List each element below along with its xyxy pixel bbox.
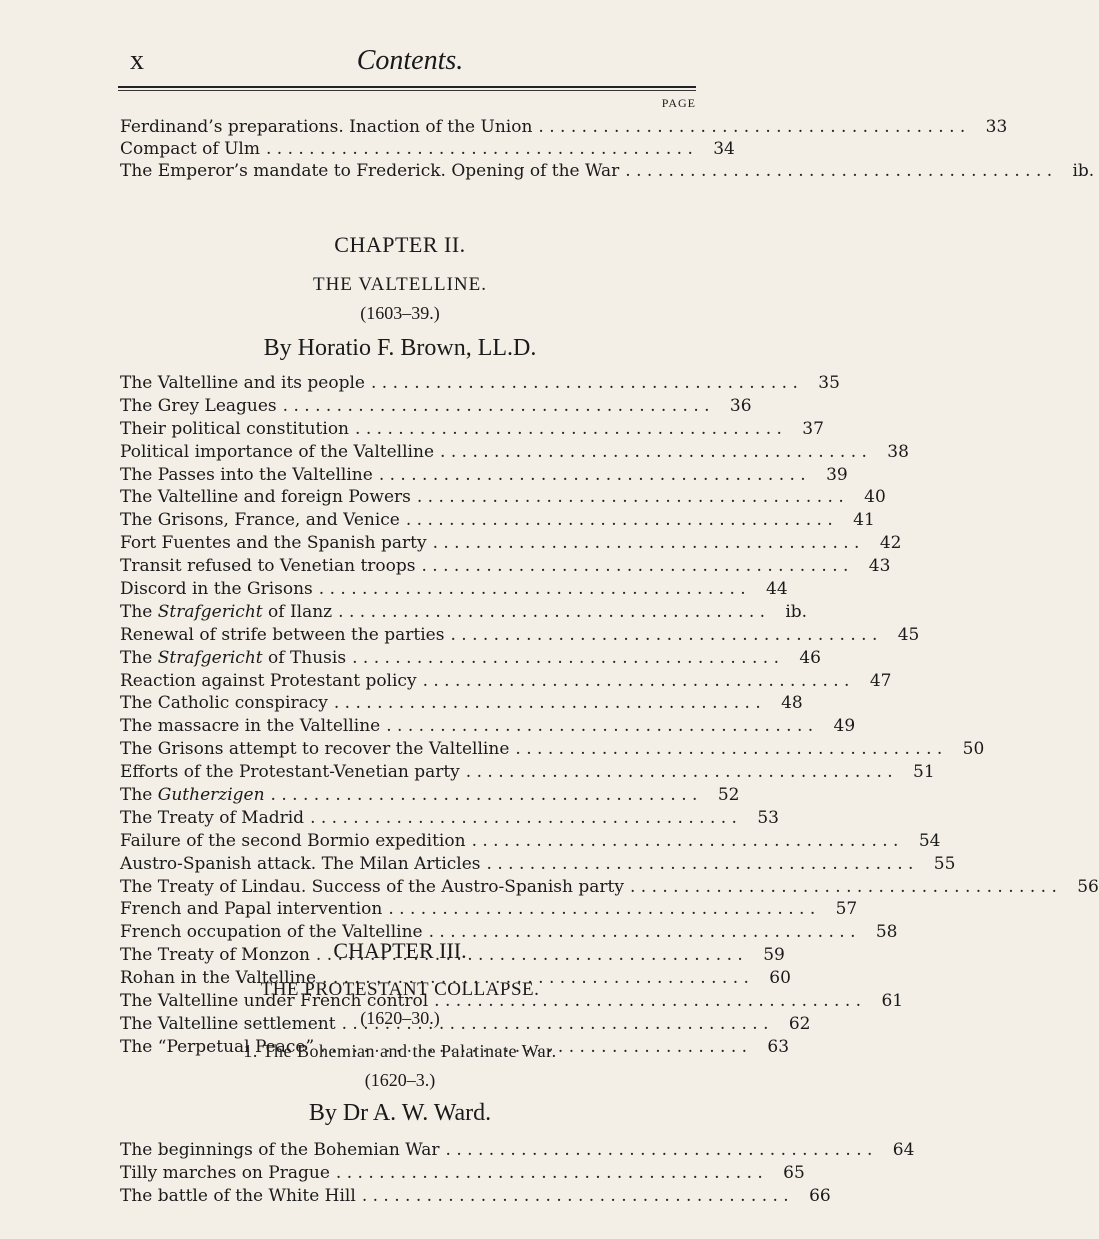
toc-entry-page: 50 — [962, 739, 985, 760]
dot-leader — [400, 510, 839, 530]
toc-entry — [120, 487, 886, 510]
running-head — [130, 44, 690, 84]
toc-entry-text: The Valtelline settlement — [120, 1013, 336, 1034]
toc-entry-text: Transit refused to Venetian troops — [120, 556, 416, 577]
dot-leader — [304, 808, 743, 828]
dot-leader — [373, 465, 812, 485]
toc-entry-title — [120, 808, 304, 828]
toc-entry-page: 61 — [881, 991, 904, 1012]
chapter-3-dates: (1620–30.) — [360, 1008, 440, 1028]
toc-entry — [120, 693, 803, 716]
toc-entry-text: Renewal of strife between the parties — [120, 624, 445, 645]
toc-entry-page: 56 — [1077, 876, 1099, 897]
dot-leader — [416, 556, 855, 576]
toc-entry-italic-term: Strafgericht — [157, 601, 263, 622]
toc-entry — [120, 601, 808, 625]
chapter-2-dates: (1603–39.) — [360, 303, 440, 323]
toc-entry-title — [120, 716, 380, 736]
toc-entry-text: Political importance of the Valtelline — [120, 441, 435, 462]
dot-leader — [466, 831, 905, 851]
toc-entry-title — [120, 785, 265, 805]
toc-entry-italic-term: Gutherzigen — [157, 785, 265, 806]
dot-leader — [444, 625, 883, 645]
toc-entry-page: 65 — [783, 1162, 805, 1183]
toc-entry — [120, 739, 985, 762]
toc-entry-text: The — [120, 601, 158, 622]
dot-leader — [313, 579, 752, 599]
toc-entry-text: Discord in the Grisons — [120, 579, 313, 600]
toc-entry — [120, 441, 909, 465]
toc-entry — [120, 139, 735, 161]
toc-entry — [120, 716, 856, 739]
toc-entry — [120, 830, 941, 854]
toc-entry — [120, 899, 858, 922]
dot-leader — [481, 854, 920, 874]
toc-entry-text: Austro-Spanish attack. The Milan Articles — [120, 853, 481, 874]
dot-leader — [382, 899, 821, 919]
toc-entry-title: Tilly marches on Prague — [120, 1162, 330, 1183]
page-column-label: PAGE — [661, 96, 696, 110]
toc-entry — [120, 1185, 831, 1209]
toc-entry-text: The Grey Leagues — [120, 395, 277, 416]
dot-leader — [349, 419, 788, 439]
chapter-3-title: THE PROTESTANT COLLAPSE. — [260, 979, 540, 1000]
chapter-2-title: THE VALTELLINE. — [312, 274, 488, 295]
toc-entry-text: The Treaty of Lindau. Success of the Austro-Spanish party — [120, 876, 624, 897]
toc-entry-text: The Treaty of Madrid — [120, 807, 305, 828]
toc-entry-title — [120, 602, 332, 622]
dot-leader — [277, 396, 716, 416]
header-rule — [118, 86, 696, 88]
toc-entry-page: 42 — [879, 533, 902, 554]
toc-entry-page: 34 — [713, 139, 735, 159]
toc-entry-text: Fort Fuentes and the Spanish party — [120, 533, 427, 554]
dot-leader — [532, 117, 971, 137]
toc-entry-page: 39 — [826, 464, 848, 485]
dot-leader — [417, 671, 856, 691]
toc-entry-page: 54 — [918, 830, 941, 851]
toc-entry — [120, 395, 752, 419]
toc-entry — [120, 373, 840, 396]
toc-entry-page: 57 — [835, 899, 858, 920]
toc-entry — [120, 510, 875, 533]
header-rule-thin — [118, 90, 696, 91]
toc-entry-title — [120, 899, 382, 919]
toc-entry-title — [120, 831, 466, 851]
toc-entry-title: The beginnings of the Bohemian War — [120, 1140, 440, 1160]
dot-leader — [260, 139, 699, 159]
toc-entry-text: Efforts of the Protestant-Venetian party — [120, 762, 460, 783]
chapter-2-author: By Horatio F. Brown, LL.D. — [263, 335, 537, 361]
toc-entry-text: Reaction against Protestant policy — [120, 670, 417, 691]
toc-entry-page: ib. — [1072, 161, 1095, 181]
toc-entry-page: 48 — [781, 693, 803, 714]
toc-entry-title: The battle of the White Hill — [120, 1185, 356, 1206]
toc-entry-title — [120, 854, 481, 874]
toc-entry-page: 47 — [869, 670, 892, 691]
toc-entry-title — [120, 419, 349, 439]
toc-entry — [120, 117, 1008, 139]
toc-entry-text: The — [120, 785, 158, 806]
dot-leader — [427, 533, 866, 553]
toc-entry-text: The Valtelline under French control — [120, 991, 429, 1012]
toc-entry-text: The Grisons attempt to recover the Valtelline — [120, 739, 510, 760]
toc-entry-page: 52 — [717, 785, 740, 806]
dot-leader — [346, 648, 785, 668]
toc-entry-italic-term: Strafgericht — [157, 647, 263, 668]
chapter-3-number: CHAPTER III. — [333, 938, 467, 963]
toc-entry — [120, 670, 892, 694]
toc-entry-text: The Catholic conspiracy — [120, 693, 328, 714]
toc-entry — [120, 418, 824, 442]
chapter-2-number: CHAPTER II. — [334, 232, 466, 257]
dot-leader — [411, 487, 850, 507]
toc-entry-text: The Grisons, France, and Venice — [120, 510, 400, 531]
toc-entry — [120, 853, 956, 877]
dot-leader — [460, 762, 899, 782]
toc-entry-title: Ferdinand’s preparations. Inaction of the Union — [120, 117, 533, 137]
toc-entry — [120, 579, 788, 602]
toc-entry — [120, 556, 891, 579]
toc-entry — [120, 876, 1099, 900]
toc-entry — [120, 533, 902, 556]
dot-leader — [356, 1186, 795, 1206]
toc-entry — [120, 762, 935, 785]
toc-entry-page: 60 — [769, 968, 791, 989]
toc-entry-title — [120, 533, 427, 553]
dot-leader — [624, 877, 1063, 897]
toc-entry — [120, 464, 848, 488]
toc-entry-page: 43 — [868, 556, 891, 577]
toc-entry-text: Rohan in the Valtelline — [120, 968, 317, 989]
toc-entry-page: 41 — [853, 510, 875, 531]
toc-entry-title — [120, 442, 434, 462]
dot-leader — [265, 785, 704, 805]
toc-entry-title — [120, 556, 416, 576]
toc-entry-page: 35 — [818, 373, 840, 393]
toc-chapter-3-entries — [120, 1140, 915, 1209]
dot-leader — [440, 1140, 879, 1160]
dot-leader — [509, 739, 948, 759]
toc-entry-page: 64 — [892, 1140, 915, 1160]
running-title: Contents. — [356, 45, 464, 76]
toc-entry-text: Their political constitution — [120, 418, 350, 439]
toc-entry — [120, 1140, 915, 1163]
page-number: x — [130, 45, 144, 76]
toc-entry-text: The Treaty of Monzon — [120, 945, 310, 966]
dot-leader — [332, 602, 771, 622]
toc-entry-page: 66 — [809, 1185, 831, 1206]
toc-entry-title — [120, 465, 373, 485]
toc-entry-page: 36 — [729, 395, 752, 416]
toc-entry-page: 55 — [933, 853, 956, 874]
toc-entry-title — [120, 762, 460, 782]
toc-entry-text: The Valtelline and its people — [120, 373, 365, 393]
toc-entry-title — [120, 648, 346, 668]
toc-entry-text: The massacre in the Valtelline — [120, 716, 381, 737]
toc-entry-text: French and Papal intervention — [120, 899, 383, 920]
toc-entry-page: 51 — [913, 762, 935, 783]
toc-entry-page: ib. — [785, 601, 808, 622]
toc-entry-page: 38 — [887, 441, 909, 462]
toc-entry-title — [120, 396, 277, 416]
dot-leader — [365, 373, 804, 393]
toc-section-continued — [120, 117, 1095, 183]
toc-entry-text: The “Perpetual Peace” — [120, 1036, 315, 1057]
toc-entry-page: 58 — [875, 922, 898, 943]
toc-entry — [120, 785, 740, 808]
toc-entry-title — [120, 671, 417, 691]
toc-entry-page: 53 — [757, 807, 779, 828]
toc-entry-text: The Valtelline and foreign Powers — [120, 487, 411, 508]
chapter-3-subsection-dates: (1620–3.) — [364, 1070, 436, 1090]
dot-leader — [328, 693, 767, 713]
toc-entry-title — [120, 510, 400, 530]
toc-entry-text-tail: of Thusis — [262, 647, 347, 668]
toc-entry-text: The — [120, 647, 158, 668]
dot-leader — [380, 716, 819, 736]
toc-entry-title: The Emperor’s mandate to Frederick. Opening of the War — [120, 161, 620, 181]
toc-entry-page: 33 — [985, 117, 1008, 137]
toc-entry-text-tail: of Ilanz — [262, 601, 333, 622]
toc-entry-text: The Passes into the Valtelline — [120, 464, 373, 485]
toc-entry — [120, 161, 1095, 183]
dot-leader — [330, 1163, 769, 1183]
toc-entry — [120, 647, 821, 671]
toc-entry-page: 59 — [763, 945, 785, 966]
toc-entry-title — [120, 877, 624, 897]
toc-entry-page: 46 — [799, 647, 821, 668]
toc-entry-page: 63 — [767, 1036, 790, 1057]
toc-entry — [120, 1162, 805, 1186]
dot-leader — [434, 442, 873, 462]
toc-entry-title — [120, 487, 411, 507]
chapter-3-subsection: 1. The Bohemian and the Palatinate War. — [243, 1041, 557, 1061]
dot-leader — [619, 161, 1058, 181]
toc-entry-page: 49 — [833, 716, 856, 737]
chapter-3-author: By Dr A. W. Ward. — [308, 1100, 492, 1126]
toc-entry-page: 62 — [788, 1013, 811, 1034]
toc-entry-title — [120, 373, 365, 393]
toc-entry-title — [120, 693, 328, 713]
toc-entry-title — [120, 579, 313, 599]
toc-entry — [120, 807, 779, 831]
toc-entry-page: 45 — [897, 624, 920, 645]
toc-entry — [120, 624, 920, 648]
toc-entry-page: 40 — [864, 487, 886, 508]
toc-entry-page: 44 — [766, 579, 788, 600]
toc-entry-title: Compact of Ulm — [120, 139, 260, 159]
toc-entry-title — [120, 625, 444, 645]
toc-entry-text: French occupation of the Valtelline — [120, 922, 423, 943]
toc-entry-page: 37 — [802, 418, 824, 439]
toc-entry-text: Failure of the second Bormio expedition — [120, 830, 466, 851]
toc-entry-title — [120, 739, 509, 759]
